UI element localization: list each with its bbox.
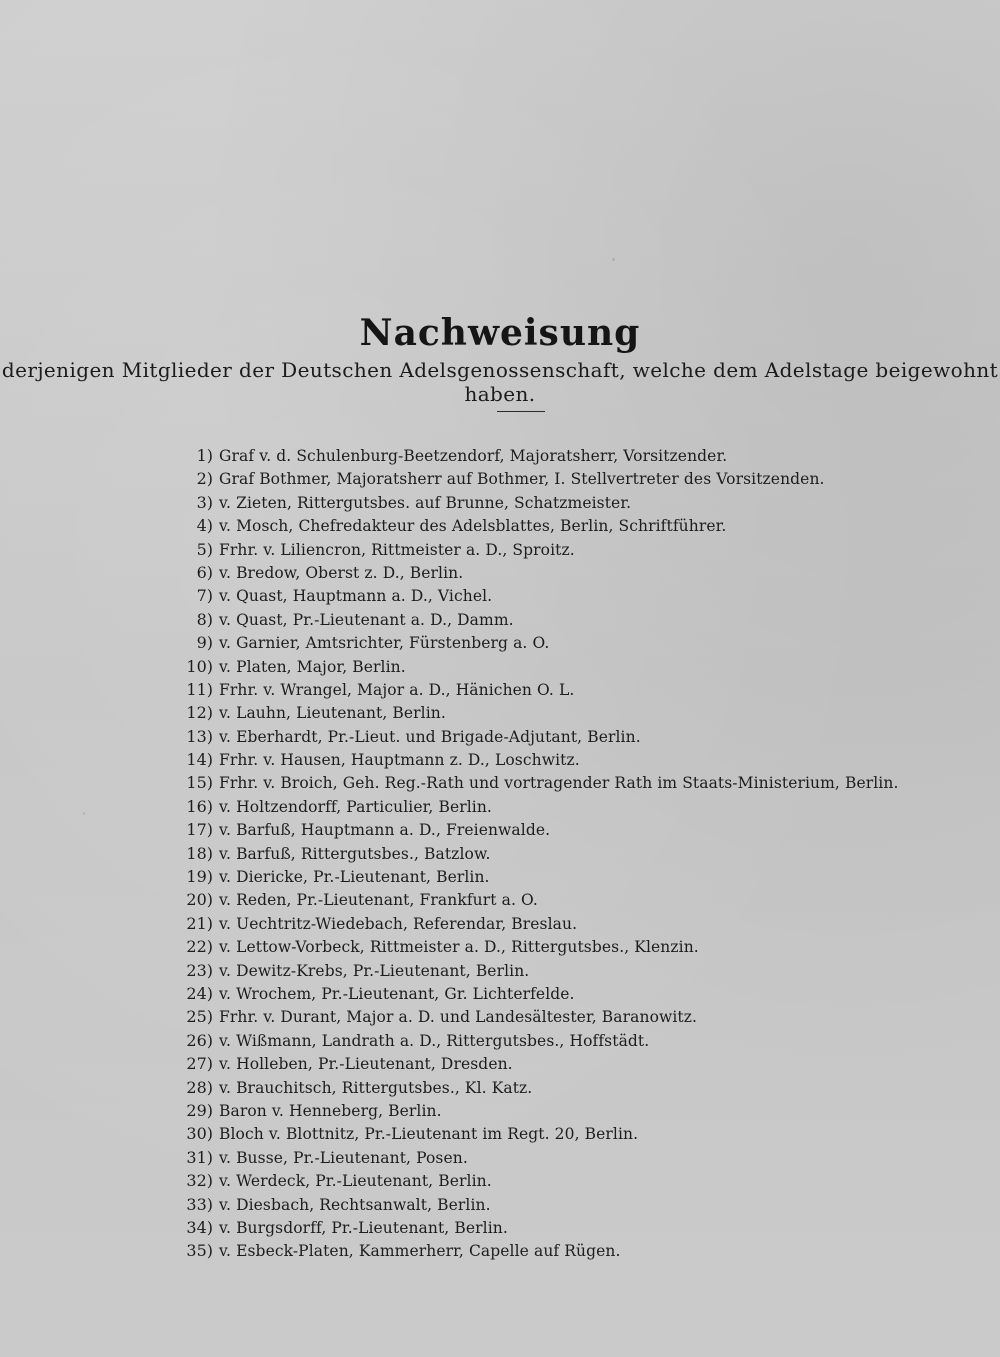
entry-number: 29): [186, 1100, 213, 1120]
member-entry: [170, 748, 970, 771]
entry-number: 35): [186, 1241, 213, 1261]
entry-text: v. Platen, Major, Berlin.: [219, 657, 406, 676]
member-entry: [170, 1239, 970, 1262]
entry-number: 21): [186, 913, 213, 933]
entry-text: v. Quast, Hauptmann a. D., Vichel.: [219, 587, 493, 606]
entry-text: Frhr. v. Wrangel, Major a. D., Hänichen O. L.: [219, 680, 575, 699]
entry-text: Bloch v. Blottnitz, Pr.-Lieutenant im Regt. 20, Berlin.: [219, 1125, 639, 1144]
entry-text: v. Uechtritz-Wiedebach, Referendar, Breslau.: [219, 914, 578, 933]
entry-text: v. Barfuß, Hauptmann a. D., Freienwalde.: [219, 821, 551, 840]
member-entry: [170, 444, 970, 467]
entry-text: v. Barfuß, Rittergutsbes., Batzlow.: [219, 844, 491, 863]
member-entry: [170, 795, 970, 818]
entry-text: v. Busse, Pr.-Lieutenant, Posen.: [219, 1148, 468, 1167]
member-entry: [170, 888, 970, 911]
entry-text: v. Wißmann, Landrath a. D., Rittergutsbes., Hoffstädt.: [219, 1031, 650, 1050]
entry-text: v. Garnier, Amtsrichter, Fürstenberg a. O.: [219, 634, 550, 653]
entry-text: Frhr. v. Hausen, Hauptmann z. D., Loschwitz.: [219, 751, 580, 770]
entry-number: 8): [196, 609, 213, 629]
entry-text: v. Zieten, Rittergutsbes. auf Brunne, Schatzmeister.: [219, 493, 632, 512]
entry-text: v. Lettow-Vorbeck, Rittmeister a. D., Rittergutsbes., Klenzin.: [219, 938, 699, 957]
member-entry: [170, 1216, 970, 1239]
member-entry: [170, 561, 970, 584]
entry-number: 32): [186, 1171, 213, 1191]
member-entry: [170, 1122, 970, 1145]
entry-text: Graf Bothmer, Majoratsherr auf Bothmer, I. Stellvertreter des Vorsitzenden.: [219, 470, 825, 489]
member-entry: [170, 935, 970, 958]
entry-number: 31): [186, 1147, 213, 1167]
entry-number: 7): [196, 586, 213, 606]
entry-number: 3): [196, 492, 213, 512]
entry-number: 23): [186, 960, 213, 980]
member-list: [170, 444, 970, 1263]
member-entry: [170, 865, 970, 888]
paper-speck: [612, 258, 615, 261]
entry-text: v. Dewitz-Krebs, Pr.-Lieutenant, Berlin.: [219, 961, 530, 980]
member-entry: [170, 538, 970, 561]
entry-text: v. Wrochem, Pr.-Lieutenant, Gr. Lichterfelde.: [219, 984, 575, 1003]
entry-number: 26): [186, 1030, 213, 1050]
entry-text: v. Bredow, Oberst z. D., Berlin.: [219, 563, 464, 582]
entry-text: Frhr. v. Durant, Major a. D. und Landesältester, Baranowitz.: [219, 1008, 698, 1027]
member-entry: [170, 678, 970, 701]
member-entry: [170, 1076, 970, 1099]
entry-number: 22): [186, 937, 213, 957]
member-entry: [170, 982, 970, 1005]
entry-number: 12): [186, 703, 213, 723]
member-entry: [170, 467, 970, 490]
member-entry: [170, 655, 970, 678]
entry-text: v. Holtzendorff, Particulier, Berlin.: [219, 797, 492, 816]
entry-text: v. Esbeck-Platen, Kammerherr, Capelle auf Rügen.: [219, 1242, 621, 1261]
entry-text: v. Burgsdorff, Pr.-Lieutenant, Berlin.: [219, 1218, 508, 1237]
entry-number: 25): [186, 1007, 213, 1027]
entry-number: 30): [186, 1124, 213, 1144]
entry-text: Baron v. Henneberg, Berlin.: [219, 1101, 442, 1120]
entry-number: 11): [186, 679, 213, 699]
entry-number: 17): [186, 820, 213, 840]
entry-text: v. Reden, Pr.-Lieutenant, Frankfurt a. O.: [219, 891, 538, 910]
entry-text: v. Diericke, Pr.-Lieutenant, Berlin.: [219, 868, 490, 887]
member-entry: [170, 631, 970, 654]
member-entry: [170, 1146, 970, 1169]
entry-number: 28): [186, 1077, 213, 1097]
member-entry: [170, 1169, 970, 1192]
entry-number: 19): [186, 867, 213, 887]
page-title: Nachweisung: [359, 312, 641, 354]
entry-number: 33): [186, 1194, 213, 1214]
entry-number: 2): [196, 469, 213, 489]
member-entry: [170, 818, 970, 841]
entry-number: 34): [186, 1217, 213, 1237]
entry-text: v. Holleben, Pr.-Lieutenant, Dresden.: [219, 1055, 513, 1074]
member-entry: [170, 1029, 970, 1052]
member-entry: [170, 584, 970, 607]
entry-number: 5): [196, 539, 213, 559]
page-subtitle: derjenigen Mitglieder der Deutschen Adelsgenossenschaft, welche dem Adelstage beigewohnt haben.: [1, 358, 999, 406]
entry-number: 20): [186, 890, 213, 910]
entry-number: 4): [196, 516, 213, 536]
entry-number: 15): [186, 773, 213, 793]
member-entry: [170, 1099, 970, 1122]
entry-number: 14): [186, 750, 213, 770]
entry-text: Graf v. d. Schulenburg-Beetzendorf, Majoratsherr, Vorsitzender.: [219, 447, 728, 465]
member-entry: [170, 1193, 970, 1216]
member-entry: [170, 959, 970, 982]
entry-text: v. Werdeck, Pr.-Lieutenant, Berlin.: [219, 1172, 492, 1191]
paper-speck: [268, 1022, 270, 1024]
member-entry: [170, 912, 970, 935]
member-entry: [170, 1052, 970, 1075]
entry-text: Frhr. v. Liliencron, Rittmeister a. D., Sproitz.: [219, 540, 575, 559]
entry-text: v. Mosch, Chefredakteur des Adelsblattes, Berlin, Schriftführer.: [219, 517, 727, 536]
title-divider: [497, 411, 545, 412]
member-entry: [170, 842, 970, 865]
entry-number: 18): [186, 843, 213, 863]
entry-text: v. Diesbach, Rechtsanwalt, Berlin.: [219, 1195, 491, 1214]
entry-number: 24): [186, 983, 213, 1003]
entry-number: 27): [186, 1054, 213, 1074]
member-entry: [170, 701, 970, 724]
member-entry: [170, 514, 970, 537]
entry-text: v. Quast, Pr.-Lieutenant a. D., Damm.: [219, 610, 514, 629]
entry-number: 6): [196, 562, 213, 582]
member-entry: [170, 491, 970, 514]
entry-number: 13): [186, 726, 213, 746]
paper-speck: [83, 812, 85, 815]
entry-text: v. Brauchitsch, Rittergutsbes., Kl. Katz.: [219, 1078, 533, 1097]
entry-number: 9): [196, 633, 213, 653]
entry-number: 10): [186, 656, 213, 676]
member-entry: [170, 771, 970, 794]
entry-text: v. Eberhardt, Pr.-Lieut. und Brigade-Adjutant, Berlin.: [219, 727, 641, 746]
entry-number: 16): [186, 796, 213, 816]
member-entry: [170, 1005, 970, 1028]
entry-number: 1): [196, 446, 213, 465]
member-entry: [170, 608, 970, 631]
member-entry: [170, 725, 970, 748]
entry-text: Frhr. v. Broich, Geh. Reg.-Rath und vortragender Rath im Staats-Ministerium, Berlin.: [219, 774, 899, 793]
entry-text: v. Lauhn, Lieutenant, Berlin.: [219, 704, 446, 723]
